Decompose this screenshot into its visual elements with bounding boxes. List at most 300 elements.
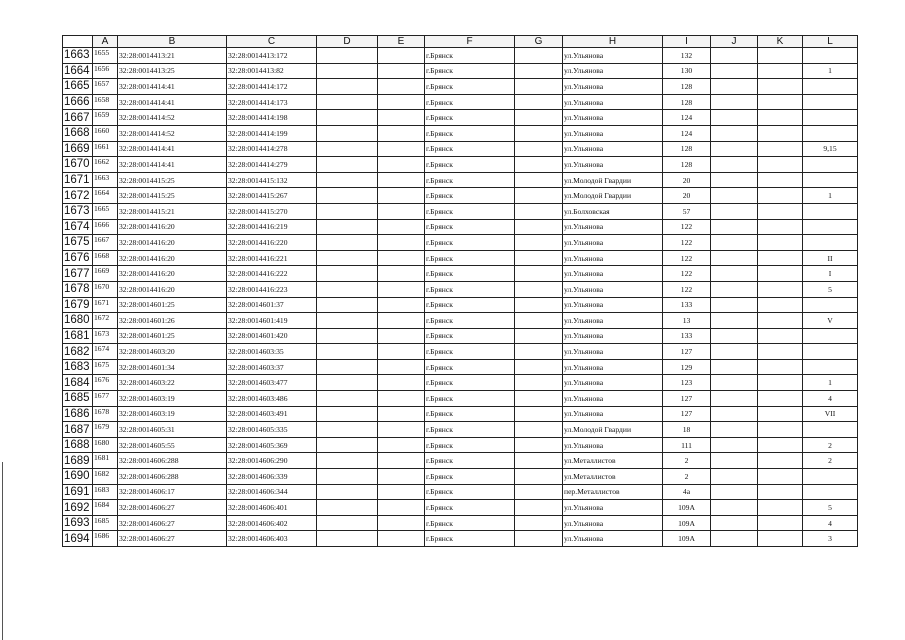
cell-c[interactable]: 32:28:0014415:270 bbox=[227, 203, 317, 219]
cell-f[interactable]: г.Брянск bbox=[425, 328, 515, 344]
cell-k[interactable] bbox=[758, 484, 803, 500]
cell-k[interactable] bbox=[758, 63, 803, 79]
cell-a[interactable]: 1662 bbox=[93, 157, 118, 173]
cell-d[interactable] bbox=[317, 375, 378, 391]
cell-d[interactable] bbox=[317, 188, 378, 204]
cell-c[interactable]: 32:28:0014603:477 bbox=[227, 375, 317, 391]
row-number[interactable]: 1668 bbox=[63, 125, 93, 141]
cell-k[interactable] bbox=[758, 391, 803, 407]
cell-f[interactable]: г.Брянск bbox=[425, 110, 515, 126]
cell-a[interactable]: 1668 bbox=[93, 250, 118, 266]
cell-h[interactable]: ул.Ульянова bbox=[563, 235, 663, 251]
cell-h[interactable]: ул.Ульянова bbox=[563, 157, 663, 173]
cell-a[interactable]: 1663 bbox=[93, 172, 118, 188]
cell-b[interactable]: 32:28:0014606:27 bbox=[118, 531, 227, 547]
cell-k[interactable] bbox=[758, 219, 803, 235]
cell-h[interactable]: ул.Ульянова bbox=[563, 266, 663, 282]
cell-k[interactable] bbox=[758, 344, 803, 360]
cell-f[interactable]: г.Брянск bbox=[425, 391, 515, 407]
cell-i[interactable]: 122 bbox=[663, 250, 711, 266]
cell-c[interactable]: 32:28:0014413:172 bbox=[227, 48, 317, 64]
cell-h[interactable]: ул.Молодой Гвардии bbox=[563, 422, 663, 438]
cell-l[interactable] bbox=[803, 484, 858, 500]
cell-h[interactable]: ул.Ульянова bbox=[563, 344, 663, 360]
row-number[interactable]: 1682 bbox=[63, 344, 93, 360]
cell-i[interactable]: 124 bbox=[663, 125, 711, 141]
cell-d[interactable] bbox=[317, 125, 378, 141]
cell-g[interactable] bbox=[515, 203, 563, 219]
cell-a[interactable]: 1674 bbox=[93, 344, 118, 360]
cell-l[interactable]: I bbox=[803, 266, 858, 282]
cell-c[interactable]: 32:28:0014605:335 bbox=[227, 422, 317, 438]
cell-h[interactable]: ул.Ульянова bbox=[563, 125, 663, 141]
cell-e[interactable] bbox=[378, 63, 425, 79]
cell-e[interactable] bbox=[378, 48, 425, 64]
cell-i[interactable]: 20 bbox=[663, 188, 711, 204]
row-number[interactable]: 1694 bbox=[63, 531, 93, 547]
cell-j[interactable] bbox=[711, 235, 758, 251]
cell-l[interactable] bbox=[803, 125, 858, 141]
cell-i[interactable]: 130 bbox=[663, 63, 711, 79]
cell-d[interactable] bbox=[317, 172, 378, 188]
cell-h[interactable]: ул.Ульянова bbox=[563, 79, 663, 95]
row-number[interactable]: 1674 bbox=[63, 219, 93, 235]
row-number[interactable]: 1675 bbox=[63, 235, 93, 251]
cell-j[interactable] bbox=[711, 281, 758, 297]
cell-b[interactable]: 32:28:0014416:20 bbox=[118, 235, 227, 251]
cell-a[interactable]: 1671 bbox=[93, 297, 118, 313]
cell-i[interactable]: 124 bbox=[663, 110, 711, 126]
cell-j[interactable] bbox=[711, 188, 758, 204]
column-header-d[interactable]: D bbox=[317, 36, 378, 48]
cell-c[interactable]: 32:28:0014415:132 bbox=[227, 172, 317, 188]
cell-d[interactable] bbox=[317, 515, 378, 531]
cell-f[interactable]: г.Брянск bbox=[425, 313, 515, 329]
cell-b[interactable]: 32:28:0014603:20 bbox=[118, 344, 227, 360]
cell-e[interactable] bbox=[378, 266, 425, 282]
cell-g[interactable] bbox=[515, 172, 563, 188]
cell-l[interactable]: 5 bbox=[803, 281, 858, 297]
cell-f[interactable]: г.Брянск bbox=[425, 63, 515, 79]
cell-g[interactable] bbox=[515, 422, 563, 438]
cell-f[interactable]: г.Брянск bbox=[425, 188, 515, 204]
cell-a[interactable]: 1683 bbox=[93, 484, 118, 500]
cell-c[interactable]: 32:28:0014413:82 bbox=[227, 63, 317, 79]
cell-b[interactable]: 32:28:0014605:31 bbox=[118, 422, 227, 438]
cell-k[interactable] bbox=[758, 48, 803, 64]
cell-e[interactable] bbox=[378, 219, 425, 235]
cell-l[interactable]: 2 bbox=[803, 453, 858, 469]
cell-l[interactable]: 1 bbox=[803, 63, 858, 79]
row-number[interactable]: 1690 bbox=[63, 469, 93, 485]
cell-l[interactable]: 5 bbox=[803, 500, 858, 516]
cell-c[interactable]: 32:28:0014416:223 bbox=[227, 281, 317, 297]
cell-l[interactable]: V bbox=[803, 313, 858, 329]
cell-c[interactable]: 32:28:0014603:37 bbox=[227, 359, 317, 375]
cell-g[interactable] bbox=[515, 375, 563, 391]
cell-a[interactable]: 1666 bbox=[93, 219, 118, 235]
cell-i[interactable]: 2 bbox=[663, 469, 711, 485]
column-header-i[interactable]: I bbox=[663, 36, 711, 48]
cell-c[interactable]: 32:28:0014601:420 bbox=[227, 328, 317, 344]
cell-g[interactable] bbox=[515, 63, 563, 79]
cell-i[interactable]: 123 bbox=[663, 375, 711, 391]
cell-l[interactable] bbox=[803, 328, 858, 344]
cell-c[interactable]: 32:28:0014414:279 bbox=[227, 157, 317, 173]
cell-j[interactable] bbox=[711, 125, 758, 141]
row-number[interactable]: 1681 bbox=[63, 328, 93, 344]
row-number[interactable]: 1687 bbox=[63, 422, 93, 438]
column-header-b[interactable]: B bbox=[118, 36, 227, 48]
cell-h[interactable]: ул.Ульянова bbox=[563, 515, 663, 531]
cell-c[interactable]: 32:28:0014603:35 bbox=[227, 344, 317, 360]
cell-k[interactable] bbox=[758, 328, 803, 344]
cell-k[interactable] bbox=[758, 188, 803, 204]
cell-i[interactable]: 109А bbox=[663, 500, 711, 516]
cell-i[interactable]: 133 bbox=[663, 328, 711, 344]
cell-h[interactable]: ул.Металлистов bbox=[563, 453, 663, 469]
cell-j[interactable] bbox=[711, 469, 758, 485]
cell-g[interactable] bbox=[515, 391, 563, 407]
cell-f[interactable]: г.Брянск bbox=[425, 172, 515, 188]
cell-d[interactable] bbox=[317, 484, 378, 500]
cell-e[interactable] bbox=[378, 531, 425, 547]
cell-e[interactable] bbox=[378, 437, 425, 453]
cell-h[interactable]: ул.Ульянова bbox=[563, 141, 663, 157]
cell-c[interactable]: 32:28:0014606:401 bbox=[227, 500, 317, 516]
cell-j[interactable] bbox=[711, 63, 758, 79]
cell-f[interactable]: г.Брянск bbox=[425, 359, 515, 375]
cell-e[interactable] bbox=[378, 250, 425, 266]
cell-k[interactable] bbox=[758, 375, 803, 391]
cell-g[interactable] bbox=[515, 48, 563, 64]
cell-j[interactable] bbox=[711, 500, 758, 516]
cell-j[interactable] bbox=[711, 344, 758, 360]
cell-a[interactable]: 1678 bbox=[93, 406, 118, 422]
cell-b[interactable]: 32:28:0014606:17 bbox=[118, 484, 227, 500]
cell-e[interactable] bbox=[378, 406, 425, 422]
cell-l[interactable] bbox=[803, 219, 858, 235]
cell-g[interactable] bbox=[515, 141, 563, 157]
cell-i[interactable]: 18 bbox=[663, 422, 711, 438]
cell-c[interactable]: 32:28:0014606:403 bbox=[227, 531, 317, 547]
cell-b[interactable]: 32:28:0014413:25 bbox=[118, 63, 227, 79]
cell-g[interactable] bbox=[515, 359, 563, 375]
cell-e[interactable] bbox=[378, 313, 425, 329]
cell-e[interactable] bbox=[378, 391, 425, 407]
cell-j[interactable] bbox=[711, 375, 758, 391]
cell-g[interactable] bbox=[515, 110, 563, 126]
cell-c[interactable]: 32:28:0014605:369 bbox=[227, 437, 317, 453]
cell-b[interactable]: 32:28:0014413:21 bbox=[118, 48, 227, 64]
cell-i[interactable]: 127 bbox=[663, 344, 711, 360]
cell-f[interactable]: г.Брянск bbox=[425, 250, 515, 266]
cell-h[interactable]: ул.Ульянова bbox=[563, 359, 663, 375]
cell-e[interactable] bbox=[378, 469, 425, 485]
cell-b[interactable]: 32:28:0014414:41 bbox=[118, 79, 227, 95]
cell-e[interactable] bbox=[378, 188, 425, 204]
cell-h[interactable]: ул.Ульянова bbox=[563, 313, 663, 329]
cell-i[interactable]: 109А bbox=[663, 515, 711, 531]
cell-k[interactable] bbox=[758, 172, 803, 188]
cell-j[interactable] bbox=[711, 313, 758, 329]
cell-c[interactable]: 32:28:0014416:222 bbox=[227, 266, 317, 282]
cell-j[interactable] bbox=[711, 79, 758, 95]
cell-l[interactable] bbox=[803, 235, 858, 251]
cell-j[interactable] bbox=[711, 453, 758, 469]
row-number[interactable]: 1685 bbox=[63, 391, 93, 407]
cell-j[interactable] bbox=[711, 266, 758, 282]
cell-c[interactable]: 32:28:0014601:37 bbox=[227, 297, 317, 313]
cell-g[interactable] bbox=[515, 453, 563, 469]
cell-c[interactable]: 32:28:0014416:221 bbox=[227, 250, 317, 266]
cell-f[interactable]: г.Брянск bbox=[425, 422, 515, 438]
cell-a[interactable]: 1667 bbox=[93, 235, 118, 251]
cell-l[interactable]: VII bbox=[803, 406, 858, 422]
cell-g[interactable] bbox=[515, 344, 563, 360]
cell-h[interactable]: ул.Ульянова bbox=[563, 375, 663, 391]
cell-a[interactable]: 1670 bbox=[93, 281, 118, 297]
cell-i[interactable]: 127 bbox=[663, 406, 711, 422]
cell-f[interactable]: г.Брянск bbox=[425, 141, 515, 157]
cell-g[interactable] bbox=[515, 157, 563, 173]
row-number[interactable]: 1665 bbox=[63, 79, 93, 95]
cell-b[interactable]: 32:28:0014415:25 bbox=[118, 188, 227, 204]
cell-b[interactable]: 32:28:0014414:41 bbox=[118, 157, 227, 173]
cell-g[interactable] bbox=[515, 406, 563, 422]
cell-h[interactable]: ул.Ульянова bbox=[563, 110, 663, 126]
cell-g[interactable] bbox=[515, 297, 563, 313]
cell-l[interactable] bbox=[803, 203, 858, 219]
cell-h[interactable]: ул.Ульянова bbox=[563, 531, 663, 547]
cell-a[interactable]: 1677 bbox=[93, 391, 118, 407]
cell-a[interactable]: 1684 bbox=[93, 500, 118, 516]
cell-i[interactable]: 111 bbox=[663, 437, 711, 453]
cell-j[interactable] bbox=[711, 515, 758, 531]
cell-k[interactable] bbox=[758, 406, 803, 422]
cell-c[interactable]: 32:28:0014603:491 bbox=[227, 406, 317, 422]
row-number[interactable]: 1691 bbox=[63, 484, 93, 500]
row-number[interactable]: 1671 bbox=[63, 172, 93, 188]
cell-l[interactable]: 4 bbox=[803, 515, 858, 531]
cell-j[interactable] bbox=[711, 157, 758, 173]
cell-l[interactable] bbox=[803, 172, 858, 188]
cell-b[interactable]: 32:28:0014414:52 bbox=[118, 125, 227, 141]
cell-f[interactable]: г.Брянск bbox=[425, 453, 515, 469]
cell-c[interactable]: 32:28:0014414:172 bbox=[227, 79, 317, 95]
cell-g[interactable] bbox=[515, 484, 563, 500]
cell-h[interactable]: пер.Металлистов bbox=[563, 484, 663, 500]
cell-i[interactable]: 127 bbox=[663, 391, 711, 407]
cell-d[interactable] bbox=[317, 48, 378, 64]
cell-c[interactable]: 32:28:0014606:344 bbox=[227, 484, 317, 500]
cell-e[interactable] bbox=[378, 328, 425, 344]
cell-f[interactable]: г.Брянск bbox=[425, 297, 515, 313]
cell-b[interactable]: 32:28:0014414:41 bbox=[118, 94, 227, 110]
cell-b[interactable]: 32:28:0014414:41 bbox=[118, 141, 227, 157]
cell-j[interactable] bbox=[711, 359, 758, 375]
cell-a[interactable]: 1661 bbox=[93, 141, 118, 157]
cell-k[interactable] bbox=[758, 110, 803, 126]
cell-c[interactable]: 32:28:0014414:173 bbox=[227, 94, 317, 110]
cell-h[interactable]: ул.Ульянова bbox=[563, 281, 663, 297]
cell-e[interactable] bbox=[378, 453, 425, 469]
cell-i[interactable]: 122 bbox=[663, 235, 711, 251]
cell-h[interactable]: ул.Ульянова bbox=[563, 500, 663, 516]
cell-b[interactable]: 32:28:0014414:52 bbox=[118, 110, 227, 126]
cell-l[interactable] bbox=[803, 157, 858, 173]
cell-d[interactable] bbox=[317, 203, 378, 219]
cell-g[interactable] bbox=[515, 313, 563, 329]
cell-l[interactable]: 2 bbox=[803, 437, 858, 453]
cell-b[interactable]: 32:28:0014606:288 bbox=[118, 453, 227, 469]
cell-k[interactable] bbox=[758, 235, 803, 251]
cell-k[interactable] bbox=[758, 141, 803, 157]
cell-h[interactable]: ул.Ульянова bbox=[563, 297, 663, 313]
cell-f[interactable]: г.Брянск bbox=[425, 157, 515, 173]
row-number[interactable]: 1683 bbox=[63, 359, 93, 375]
cell-l[interactable] bbox=[803, 469, 858, 485]
cell-c[interactable]: 32:28:0014414:278 bbox=[227, 141, 317, 157]
cell-d[interactable] bbox=[317, 79, 378, 95]
column-header-l[interactable]: L bbox=[803, 36, 858, 48]
cell-i[interactable]: 128 bbox=[663, 79, 711, 95]
cell-h[interactable]: ул.Ульянова bbox=[563, 63, 663, 79]
cell-a[interactable]: 1656 bbox=[93, 63, 118, 79]
cell-k[interactable] bbox=[758, 281, 803, 297]
cell-j[interactable] bbox=[711, 250, 758, 266]
cell-k[interactable] bbox=[758, 297, 803, 313]
cell-f[interactable]: г.Брянск bbox=[425, 344, 515, 360]
cell-e[interactable] bbox=[378, 79, 425, 95]
cell-j[interactable] bbox=[711, 531, 758, 547]
cell-j[interactable] bbox=[711, 219, 758, 235]
cell-d[interactable] bbox=[317, 297, 378, 313]
cell-f[interactable]: г.Брянск bbox=[425, 375, 515, 391]
cell-g[interactable] bbox=[515, 219, 563, 235]
cell-a[interactable]: 1682 bbox=[93, 469, 118, 485]
cell-f[interactable]: г.Брянск bbox=[425, 48, 515, 64]
cell-d[interactable] bbox=[317, 250, 378, 266]
cell-a[interactable]: 1665 bbox=[93, 203, 118, 219]
cell-j[interactable] bbox=[711, 484, 758, 500]
cell-h[interactable]: ул.Ульянова bbox=[563, 406, 663, 422]
cell-b[interactable]: 32:28:0014416:20 bbox=[118, 266, 227, 282]
cell-b[interactable]: 32:28:0014415:25 bbox=[118, 172, 227, 188]
cell-a[interactable]: 1672 bbox=[93, 313, 118, 329]
cell-g[interactable] bbox=[515, 437, 563, 453]
cell-l[interactable]: 4 bbox=[803, 391, 858, 407]
cell-d[interactable] bbox=[317, 266, 378, 282]
row-number[interactable]: 1684 bbox=[63, 375, 93, 391]
cell-j[interactable] bbox=[711, 141, 758, 157]
cell-h[interactable]: ул.Ульянова bbox=[563, 94, 663, 110]
cell-d[interactable] bbox=[317, 469, 378, 485]
cell-i[interactable]: 4а bbox=[663, 484, 711, 500]
cell-f[interactable]: г.Брянск bbox=[425, 79, 515, 95]
cell-e[interactable] bbox=[378, 110, 425, 126]
cell-j[interactable] bbox=[711, 391, 758, 407]
cell-h[interactable]: ул.Болховская bbox=[563, 203, 663, 219]
cell-a[interactable]: 1660 bbox=[93, 125, 118, 141]
cell-i[interactable]: 133 bbox=[663, 297, 711, 313]
cell-e[interactable] bbox=[378, 484, 425, 500]
row-number[interactable]: 1666 bbox=[63, 94, 93, 110]
cell-k[interactable] bbox=[758, 157, 803, 173]
cell-l[interactable]: 3 bbox=[803, 531, 858, 547]
cell-b[interactable]: 32:28:0014416:20 bbox=[118, 219, 227, 235]
cell-e[interactable] bbox=[378, 235, 425, 251]
cell-e[interactable] bbox=[378, 281, 425, 297]
cell-d[interactable] bbox=[317, 359, 378, 375]
cell-b[interactable]: 32:28:0014415:21 bbox=[118, 203, 227, 219]
cell-l[interactable] bbox=[803, 110, 858, 126]
row-number[interactable]: 1670 bbox=[63, 157, 93, 173]
row-number[interactable]: 1678 bbox=[63, 281, 93, 297]
corner-cell[interactable] bbox=[63, 36, 93, 48]
row-number[interactable]: 1692 bbox=[63, 500, 93, 516]
cell-k[interactable] bbox=[758, 313, 803, 329]
cell-b[interactable]: 32:28:0014606:27 bbox=[118, 515, 227, 531]
cell-c[interactable]: 32:28:0014603:486 bbox=[227, 391, 317, 407]
cell-a[interactable]: 1673 bbox=[93, 328, 118, 344]
cell-b[interactable]: 32:28:0014416:20 bbox=[118, 250, 227, 266]
cell-d[interactable] bbox=[317, 141, 378, 157]
column-header-j[interactable]: J bbox=[711, 36, 758, 48]
cell-e[interactable] bbox=[378, 515, 425, 531]
cell-g[interactable] bbox=[515, 266, 563, 282]
cell-f[interactable]: г.Брянск bbox=[425, 203, 515, 219]
cell-f[interactable]: г.Брянск bbox=[425, 406, 515, 422]
cell-e[interactable] bbox=[378, 172, 425, 188]
cell-k[interactable] bbox=[758, 266, 803, 282]
cell-h[interactable]: ул.Ульянова bbox=[563, 328, 663, 344]
row-number[interactable]: 1663 bbox=[63, 48, 93, 64]
cell-e[interactable] bbox=[378, 422, 425, 438]
cell-l[interactable] bbox=[803, 297, 858, 313]
cell-h[interactable]: ул.Ульянова bbox=[563, 48, 663, 64]
row-number[interactable]: 1673 bbox=[63, 203, 93, 219]
cell-c[interactable]: 32:28:0014414:199 bbox=[227, 125, 317, 141]
cell-h[interactable]: ул.Ульянова bbox=[563, 437, 663, 453]
cell-f[interactable]: г.Брянск bbox=[425, 437, 515, 453]
column-header-e[interactable]: E bbox=[378, 36, 425, 48]
cell-a[interactable]: 1658 bbox=[93, 94, 118, 110]
column-header-k[interactable]: K bbox=[758, 36, 803, 48]
cell-d[interactable] bbox=[317, 219, 378, 235]
row-number[interactable]: 1677 bbox=[63, 266, 93, 282]
row-number[interactable]: 1688 bbox=[63, 437, 93, 453]
cell-b[interactable]: 32:28:0014603:19 bbox=[118, 406, 227, 422]
cell-b[interactable]: 32:28:0014606:288 bbox=[118, 469, 227, 485]
cell-b[interactable]: 32:28:0014416:20 bbox=[118, 281, 227, 297]
cell-k[interactable] bbox=[758, 422, 803, 438]
cell-a[interactable]: 1681 bbox=[93, 453, 118, 469]
cell-j[interactable] bbox=[711, 328, 758, 344]
cell-l[interactable]: 9,15 bbox=[803, 141, 858, 157]
cell-e[interactable] bbox=[378, 157, 425, 173]
cell-e[interactable] bbox=[378, 375, 425, 391]
cell-d[interactable] bbox=[317, 281, 378, 297]
cell-j[interactable] bbox=[711, 406, 758, 422]
cell-c[interactable]: 32:28:0014416:219 bbox=[227, 219, 317, 235]
cell-g[interactable] bbox=[515, 79, 563, 95]
row-number[interactable]: 1693 bbox=[63, 515, 93, 531]
cell-a[interactable]: 1676 bbox=[93, 375, 118, 391]
cell-e[interactable] bbox=[378, 141, 425, 157]
cell-a[interactable]: 1675 bbox=[93, 359, 118, 375]
row-number[interactable]: 1669 bbox=[63, 141, 93, 157]
